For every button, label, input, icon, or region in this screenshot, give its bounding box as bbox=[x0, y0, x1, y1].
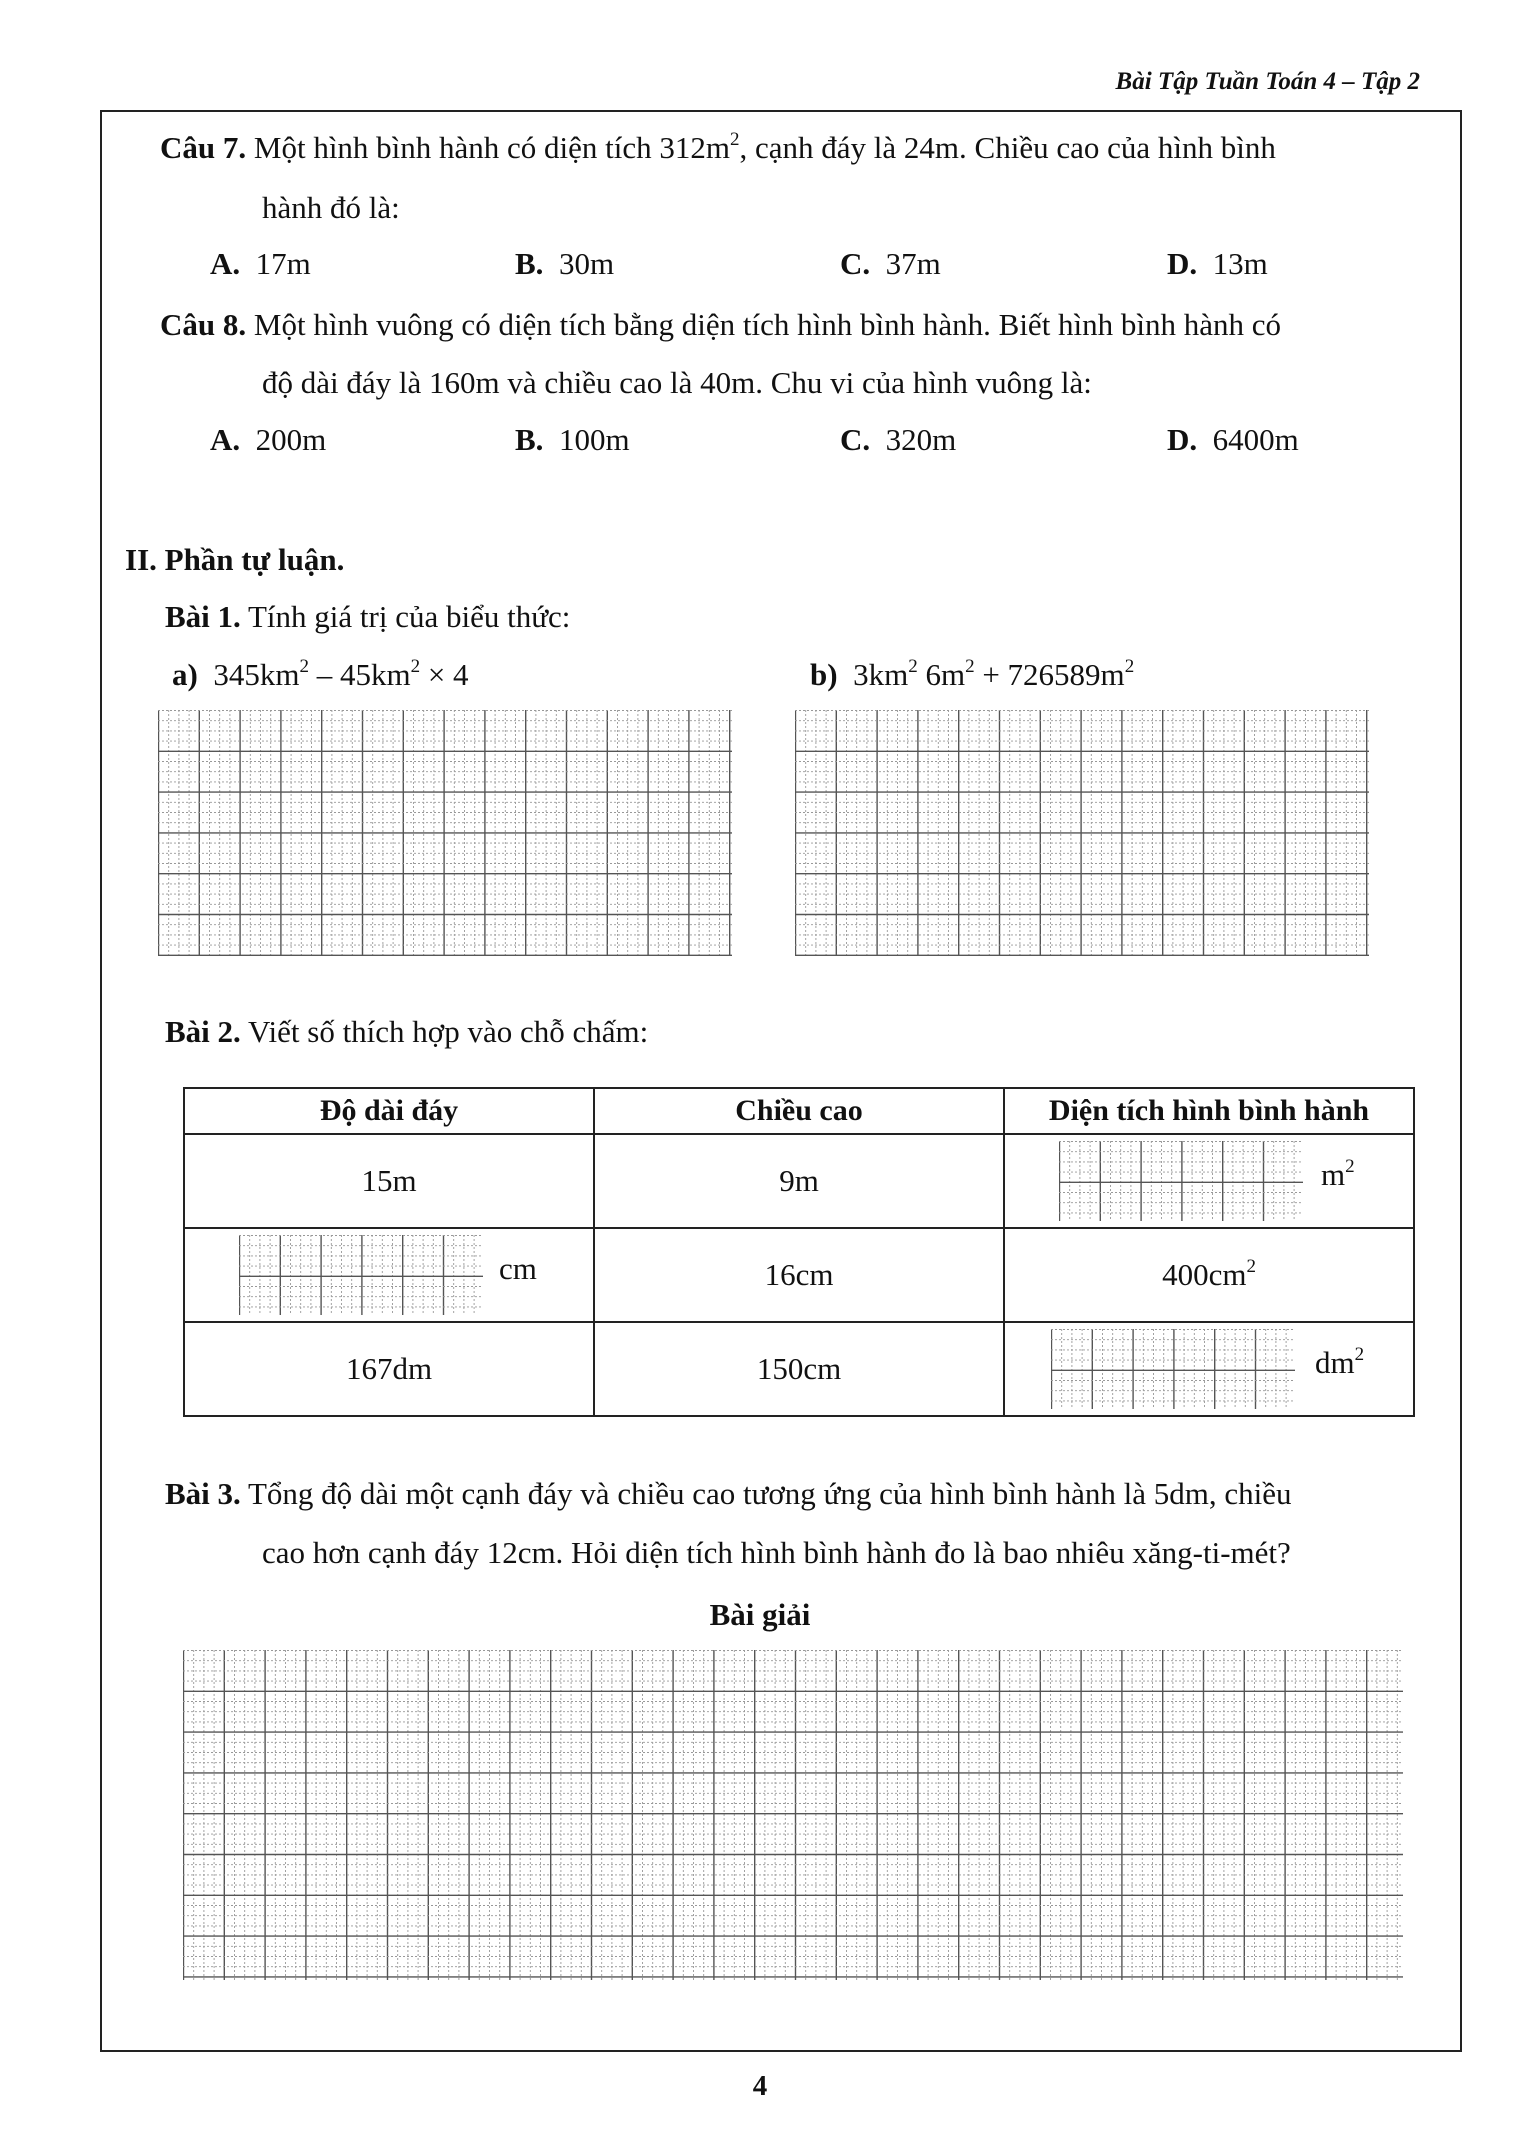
q7-option-c[interactable] bbox=[840, 246, 941, 282]
q8-option-b[interactable] bbox=[515, 422, 630, 458]
question-7 bbox=[160, 128, 1276, 168]
bai-1-b-term1: 3km bbox=[853, 657, 909, 692]
q7-option-a-value: 17m bbox=[255, 246, 311, 281]
q8-option-c-key: C. bbox=[840, 422, 871, 457]
bai-1 bbox=[165, 597, 570, 637]
bai-1-a-term1: 345km bbox=[213, 657, 300, 692]
header-height: Chiều cao bbox=[594, 1088, 1004, 1134]
q7-option-d-value: 13m bbox=[1212, 246, 1268, 281]
bai-3-text-line1: Tổng độ dài một cạnh đáy và chiều cao tương ứng của hình bình hành là 5dm, chiều bbox=[248, 1476, 1292, 1511]
q7-option-a[interactable] bbox=[210, 246, 311, 282]
row1-area-answer-grid[interactable] bbox=[1059, 1141, 1303, 1221]
question-7-text-a: Một hình bình hành có diện tích 312m bbox=[253, 130, 731, 165]
q8-option-c-value: 320m bbox=[885, 422, 957, 457]
row3-area-answer-grid[interactable] bbox=[1051, 1329, 1295, 1409]
bai-1-a-sup2: 2 bbox=[410, 655, 421, 677]
row3-area-unit-text: dm bbox=[1315, 1345, 1355, 1380]
bai-1-b-sup2: 2 bbox=[965, 655, 975, 677]
header-base: Độ dài đáy bbox=[184, 1088, 594, 1134]
row1-area-unit-text: m bbox=[1321, 1157, 1346, 1192]
row2-area-sup: 2 bbox=[1246, 1255, 1256, 1277]
bai-3-answer-grid[interactable] bbox=[183, 1650, 1403, 1980]
question-8-text-line1: Một hình vuông có diện tích bằng diện tích hình bình hành. Biết hình bình hành có bbox=[253, 307, 1282, 342]
bai-1-a-key: a) bbox=[172, 657, 198, 692]
row3-base: 167dm bbox=[184, 1322, 594, 1416]
bai-1b-answer-grid[interactable] bbox=[795, 710, 1369, 956]
question-8 bbox=[160, 305, 1281, 345]
q8-option-a-value: 200m bbox=[255, 422, 327, 457]
bai-2-table bbox=[183, 1087, 1415, 1417]
table-row bbox=[184, 1134, 1414, 1228]
question-8-line2: độ dài đáy là 160m và chiều cao là 40m. Chu vi của hình vuông là: bbox=[262, 365, 1092, 400]
bai-2-text: Viết số thích hợp vào chỗ chấm: bbox=[248, 1014, 649, 1049]
q7-option-d[interactable] bbox=[1167, 246, 1268, 282]
q8-option-a[interactable] bbox=[210, 422, 326, 458]
row3-area-unit bbox=[1315, 1345, 1364, 1381]
q8-option-d[interactable] bbox=[1167, 422, 1299, 458]
table-row bbox=[184, 1322, 1414, 1416]
q8-option-b-value: 100m bbox=[558, 422, 630, 457]
question-8-label: Câu 8. bbox=[160, 307, 247, 342]
question-7-label: Câu 7. bbox=[160, 130, 247, 165]
bai-1-b-key: b) bbox=[810, 657, 838, 692]
bai-2 bbox=[165, 1012, 648, 1052]
bai-1-part-b bbox=[810, 655, 1134, 695]
row3-area-cell bbox=[1004, 1322, 1414, 1416]
bai-1-part-a bbox=[172, 655, 469, 695]
question-7-line2: hành đó là: bbox=[262, 190, 400, 225]
q7-option-b[interactable] bbox=[515, 246, 614, 282]
bai-1-a-sup1: 2 bbox=[299, 655, 309, 677]
bai-1-text: Tính giá trị của biểu thức: bbox=[248, 599, 571, 634]
q8-option-b-key: B. bbox=[515, 422, 544, 457]
q8-option-d-key: D. bbox=[1167, 422, 1198, 457]
q7-option-c-key: C. bbox=[840, 246, 871, 281]
row2-base-unit: cm bbox=[499, 1251, 537, 1286]
bai-1-b-sup1: 2 bbox=[908, 655, 918, 677]
solution-title: Bài giải bbox=[709, 1597, 811, 1632]
page-header: Bài Tập Tuần Toán 4 – Tập 2 bbox=[1115, 68, 1420, 95]
question-7-sup: 2 bbox=[730, 128, 740, 150]
row2-area-text: 400cm bbox=[1162, 1257, 1247, 1292]
row1-area-unit bbox=[1321, 1157, 1355, 1193]
row2-area bbox=[1004, 1228, 1414, 1322]
bai-3-label: Bài 3. bbox=[165, 1476, 241, 1511]
row2-height: 16cm bbox=[594, 1228, 1004, 1322]
row1-base: 15m bbox=[184, 1134, 594, 1228]
q7-option-c-value: 37m bbox=[885, 246, 941, 281]
row2-base-cell bbox=[184, 1228, 594, 1322]
bai-1-b-sup3: 2 bbox=[1124, 655, 1135, 677]
table-header-row bbox=[184, 1088, 1414, 1134]
bai-1-b-term2: 6m bbox=[917, 657, 966, 692]
bai-1-b-term3: + 726589m bbox=[974, 657, 1125, 692]
q8-option-a-key: A. bbox=[210, 422, 241, 457]
question-7-text-b: , cạnh đáy là 24m. Chiều cao của hình bình bbox=[739, 130, 1276, 165]
row1-height: 9m bbox=[594, 1134, 1004, 1228]
bai-3 bbox=[165, 1474, 1291, 1514]
q7-option-d-key: D. bbox=[1167, 246, 1198, 281]
bai-1-a-term3: × 4 bbox=[420, 657, 469, 692]
bai-3-line2: cao hơn cạnh đáy 12cm. Hỏi diện tích hình bình hành đo là bao nhiêu xăng-ti-mét? bbox=[262, 1535, 1291, 1570]
row2-base-answer-grid[interactable] bbox=[239, 1235, 483, 1315]
bai-1-label: Bài 1. bbox=[165, 599, 241, 634]
page-number: 4 bbox=[752, 2070, 768, 2102]
section-2-heading: II. Phần tự luận. bbox=[125, 542, 345, 577]
q8-option-d-value: 6400m bbox=[1212, 422, 1299, 457]
row3-height: 150cm bbox=[594, 1322, 1004, 1416]
row3-area-sup: 2 bbox=[1354, 1343, 1365, 1365]
q7-option-b-key: B. bbox=[515, 246, 544, 281]
header-area: Diện tích hình bình hành bbox=[1004, 1088, 1414, 1134]
bai-1a-answer-grid[interactable] bbox=[158, 710, 732, 956]
q7-option-b-value: 30m bbox=[558, 246, 615, 281]
table-row bbox=[184, 1228, 1414, 1322]
row1-area-sup: 2 bbox=[1345, 1155, 1355, 1177]
bai-1-a-term2: – 45km bbox=[308, 657, 411, 692]
bai-2-label: Bài 2. bbox=[165, 1014, 241, 1049]
row1-area-cell bbox=[1004, 1134, 1414, 1228]
q8-option-c[interactable] bbox=[840, 422, 956, 458]
q7-option-a-key: A. bbox=[210, 246, 241, 281]
